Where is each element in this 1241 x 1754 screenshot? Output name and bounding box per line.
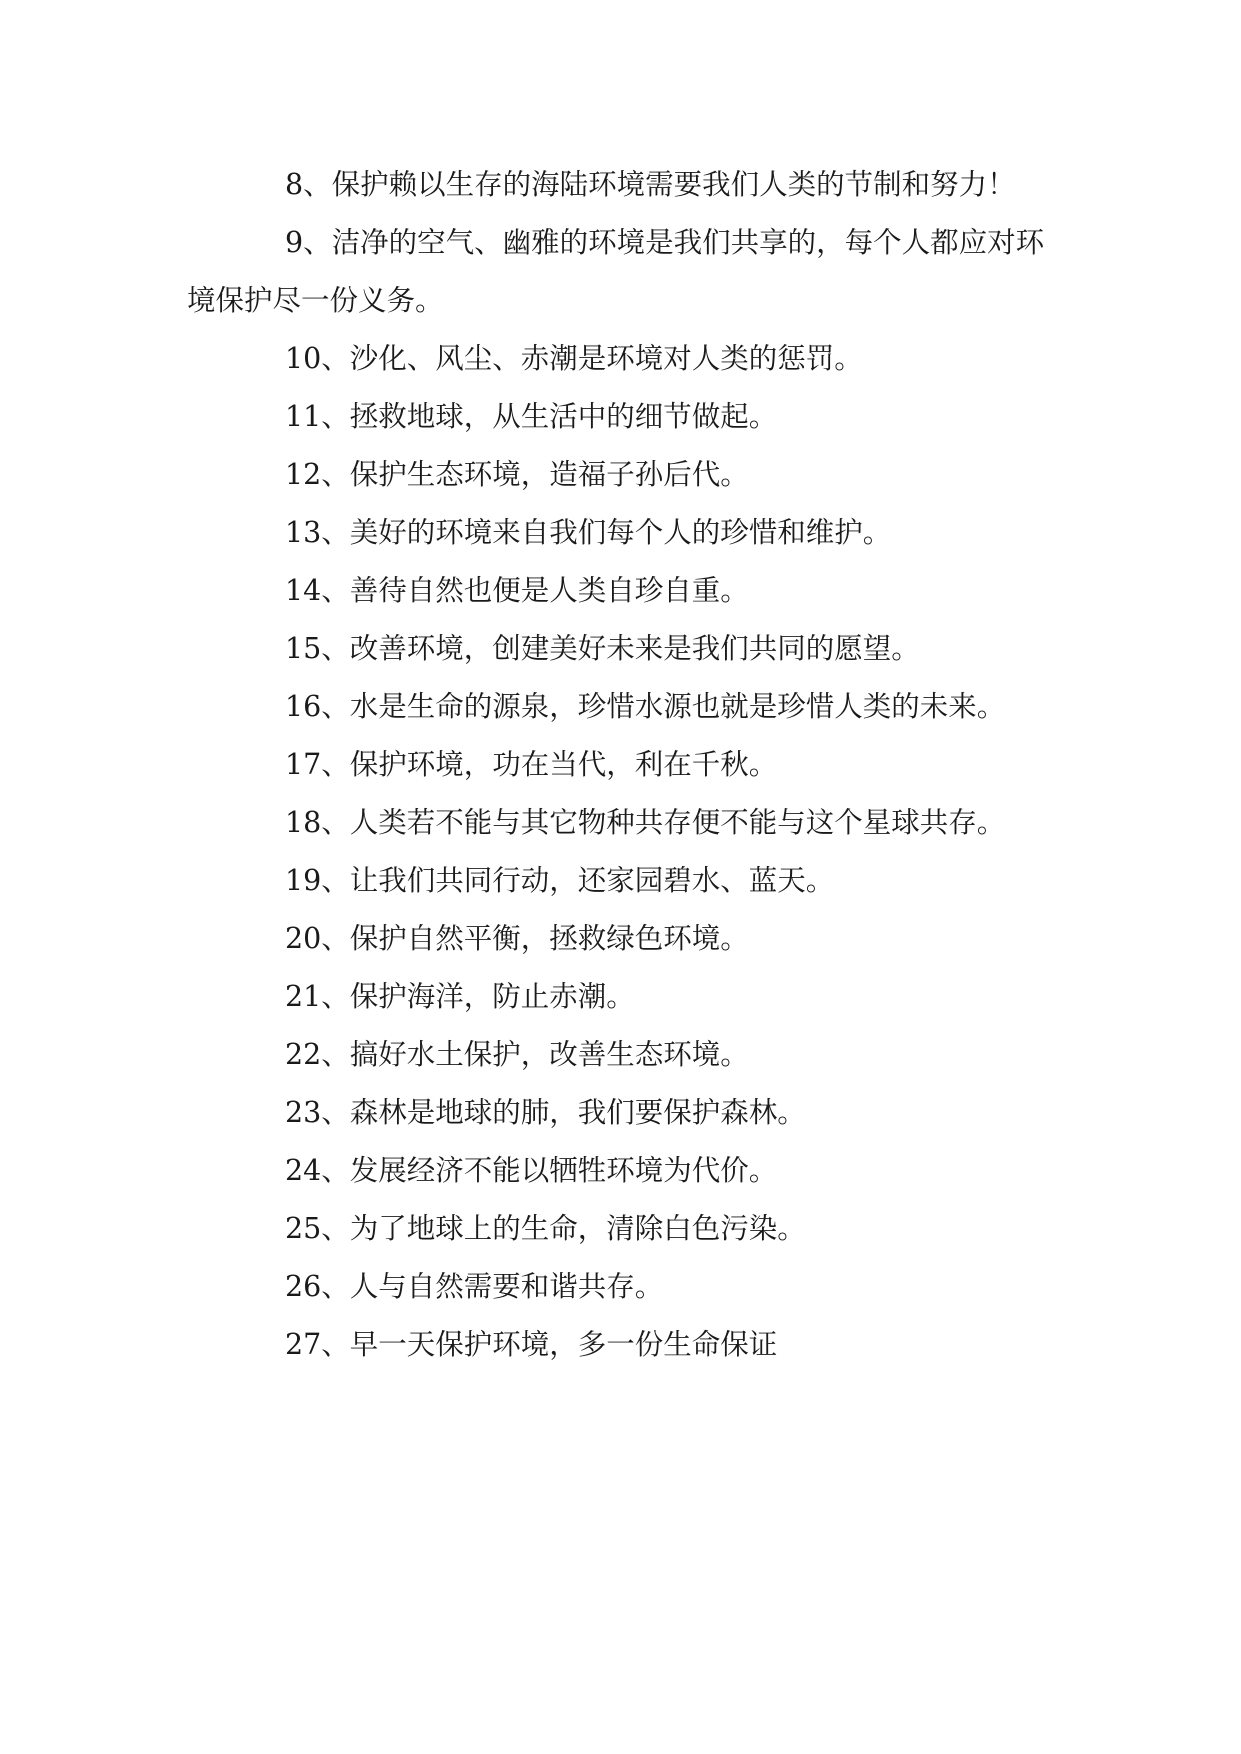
- paragraph-18: 18、人类若不能与其它物种共存便不能与这个星球共存。: [285, 806, 1006, 839]
- paragraph-17: 17、保护环境，功在当代，利在千秋。: [285, 748, 778, 781]
- paragraph-22: 22、搞好水土保护，改善生态环境。: [285, 1038, 749, 1071]
- paragraph-14: 14、善待自然也便是人类自珍自重。: [285, 574, 749, 607]
- paragraph-9: 9、洁净的空气、幽雅的环境是我们共享的，每个人都应对环境保护尽一份义务。: [187, 226, 1045, 317]
- document-body: [187, 156, 1053, 1374]
- paragraph-13: 13、美好的环境来自我们每个人的珍惜和维护。: [285, 516, 892, 549]
- paragraph-23: 23、森林是地球的肺，我们要保护森林。: [285, 1096, 806, 1129]
- paragraph-19: 19、让我们共同行动，还家园碧水、蓝天。: [285, 864, 835, 897]
- paragraph-21: 21、保护海洋，防止赤潮。: [285, 980, 635, 1013]
- paragraph-8: 8、保护赖以生存的海陆环境需要我们人类的节制和努力！: [285, 168, 1016, 201]
- paragraph-10: 10、沙化、风尘、赤潮是环境对人类的惩罚。: [285, 342, 863, 375]
- paragraph-20: 20、保护自然平衡，拯救绿色环境。: [285, 922, 749, 955]
- paragraph-11: 11、拯救地球，从生活中的细节做起。: [285, 400, 778, 433]
- paragraph-15: 15、改善环境，创建美好未来是我们共同的愿望。: [285, 632, 920, 665]
- paragraph-24: 24、发展经济不能以牺牲环境为代价。: [285, 1154, 778, 1187]
- paragraph-27: 27、早一天保护环境，多一份生命保证: [285, 1328, 778, 1361]
- paragraph-25: 25、为了地球上的生命，清除白色污染。: [285, 1212, 806, 1245]
- paragraph-12: 12、保护生态环境，造福子孙后代。: [285, 458, 749, 491]
- paragraph-16: 16、水是生命的源泉，珍惜水源也就是珍惜人类的未来。: [285, 690, 1006, 723]
- paragraph-26: 26、人与自然需要和谐共存。: [285, 1270, 664, 1303]
